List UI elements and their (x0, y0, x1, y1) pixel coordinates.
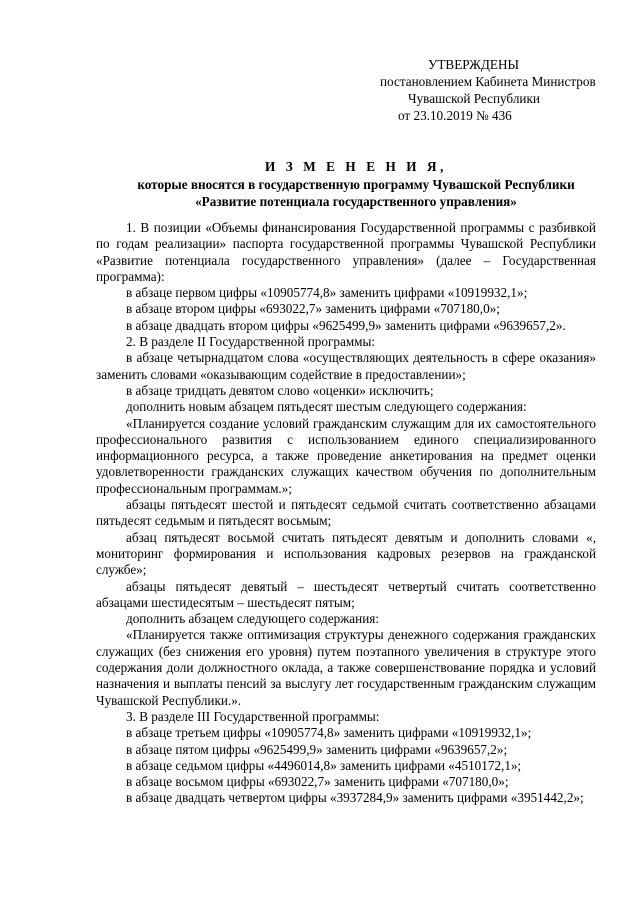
approval-line-3: от 23.10.2019 № 436 (398, 108, 512, 123)
paragraph: в абзаце восьмом цифры «693022,7» заменить цифрами «707180,0»; (126, 774, 509, 790)
document-body (96, 220, 596, 807)
approval-title: УТВЕРЖДЕНЫ (428, 57, 520, 72)
heading-title: И З М Е Н Е Н И Я, (264, 159, 448, 174)
paragraph: в абзаце пятом цифры «9625499,9» заменить цифрами «9639657,2»; (126, 741, 508, 757)
approval-block (380, 56, 620, 124)
paragraph: абзац пятьдесят восьмой считать пятьдесят девятым и дополнить словами «, мониторинг формирования и использования кадровых резервов на гражданской службе»; (96, 529, 596, 578)
paragraph: абзацы пятьдесят шестой и пятьдесят седьмой считать соответственно абзацами пятьдесят седьмым и пятьдесят восьмым; (96, 497, 596, 529)
paragraph: абзацы пятьдесят девятый – шестьдесят четвертый считать соответственно абзацами шестидесятым – шестьдесят пятым; (96, 578, 596, 610)
paragraph: 2. В разделе II Государственной программы: (126, 334, 376, 350)
paragraph: в абзаце тридцать девятом слово «оценки» исключить; (126, 382, 434, 398)
paragraph: дополнить новым абзацем пятьдесят шестым следующего содержания: (126, 399, 527, 415)
paragraph: «Планируется также оптимизация структуры денежного содержания гражданских служащих (без снижения его уровня) путем поэтапного увеличения в структуре этого содержания доли должностного оклада, а также совершенствование порядка и условий назначения и выплаты пенсий за выслугу лет государственным гражданским служащим Чувашской Республики.». (96, 627, 596, 708)
heading-subtitle-2: «Развитие потенциала государственного управления» (195, 194, 517, 209)
paragraph: дополнить абзацем следующего содержания: (126, 611, 380, 627)
paragraph: «Планируется создание условий гражданским служащим для их самостоятельного профессионального развития с использованием единого специализированного информационного ресурса, а также проведение анкетирования на предмет оценки удовлетворенности гражданских служащих качеством обучения по дополнительным профессиональным программам.»; (96, 415, 596, 496)
paragraph: в абзаце седьмом цифры «4496014,8» заменить цифрами «4510172,1»; (126, 757, 522, 773)
paragraph: 3. В разделе III Государственной программы: (126, 708, 380, 724)
paragraph: в абзаце двадцать четвертом цифры «3937284,9» заменить цифрами «3951442,2»; (126, 790, 584, 806)
paragraph: в абзаце двадцать втором цифры «9625499,9» заменить цифрами «9639657,2». (126, 317, 566, 333)
paragraph: 1. В позиции «Объемы финансирования Государственной программы с разбивкой по годам реализации» паспорта государственной программы Чувашской Республики «Развитие потенциала государственного управления» (далее – Государственная программа): (96, 220, 596, 284)
paragraph: в абзаце четырнадцатом слова «осуществляющих деятельность в сфере оказания» заменить словами «оказывающим содействие в предоставлении»; (96, 350, 596, 382)
heading-subtitle-1: которые вносятся в государственную программу Чувашской Республики (137, 177, 575, 192)
approval-line-2: Чувашской Республики (408, 91, 540, 106)
paragraph: в абзаце первом цифры «10905774,8» заменить цифрами «10919932,1»; (126, 285, 528, 301)
paragraph: в абзаце втором цифры «693022,7» заменить цифрами «707180,0»; (126, 301, 500, 317)
approval-line-1: постановлением Кабинета Министров (380, 74, 596, 89)
paragraph: в абзаце третьем цифры «10905774,8» заменить цифрами «10919932,1»; (126, 725, 532, 741)
document-heading (96, 158, 616, 210)
